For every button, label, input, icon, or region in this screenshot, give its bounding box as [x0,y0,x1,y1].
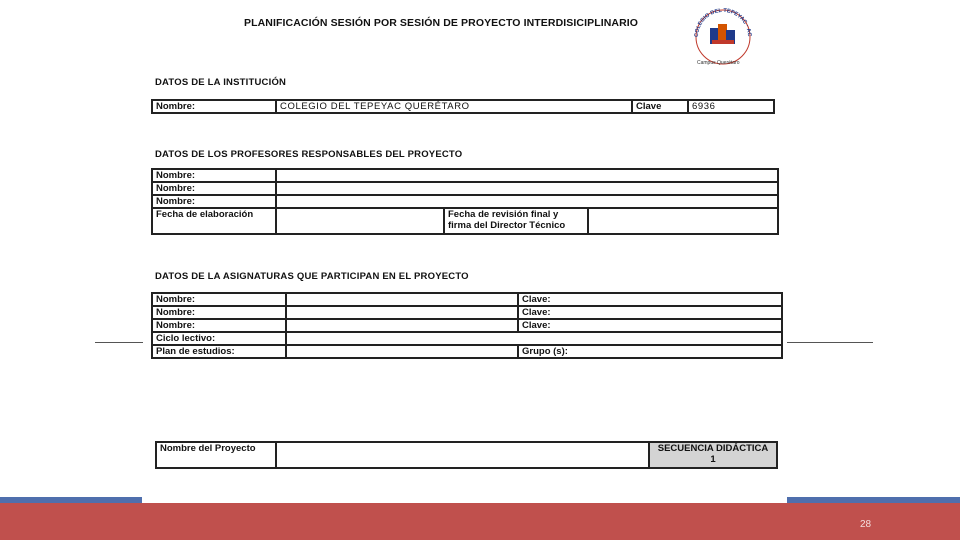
teacher-name-field[interactable] [276,169,778,182]
review-label-line2: firma del Director Técnico [448,220,566,231]
subject-name-field[interactable] [286,306,518,319]
project-name-label: Nombre del Proyecto [156,442,276,468]
subject-name-field[interactable] [286,319,518,332]
subjects-heading: DATOS DE LA ASIGNATURAS QUE PARTICIPAN EN EL PROYECTO [155,271,469,282]
institution-key-label: Clave [632,100,688,113]
teacher-name-label: Nombre: [152,182,276,195]
subject-name-label: Nombre: [152,293,286,306]
institution-table [151,99,775,114]
page-number: 28 [860,519,872,530]
cycle-field[interactable] [286,332,782,345]
teacher-name-field[interactable] [276,195,778,208]
elaboration-date-field[interactable] [276,208,444,234]
didactic-sequence-cell [649,442,777,468]
subject-key-label[interactable]: Clave: [518,306,782,319]
institution-name-value[interactable]: COLEGIO DEL TEPEYAC QUERÉTARO [276,100,632,113]
review-signature-label [445,209,588,233]
subject-key-label[interactable]: Clave: [518,293,782,306]
footer-bar [0,503,960,540]
project-table [155,441,778,469]
institution-key-value[interactable]: 6936 [688,100,774,113]
teacher-name-field[interactable] [276,182,778,195]
left-divider-line [95,342,143,343]
subject-name-field[interactable] [286,293,518,306]
logo-caption: Campus Querétaro [697,60,740,66]
institution-name-label: Nombre: [152,100,276,113]
logo-ring-text: COLEGIO DEL TEPEYAC · AC [693,7,753,38]
subject-name-label: Nombre: [152,319,286,332]
didactic-sequence-number: 1 [710,454,716,465]
plan-label: Plan de estudios: [152,345,286,358]
didactic-sequence-label: SECUENCIA DIDÁCTICA [657,443,769,454]
subject-name-label: Nombre: [152,306,286,319]
project-name-field[interactable] [276,442,649,468]
elaboration-date-label: Fecha de elaboración [152,208,276,234]
teacher-name-label: Nombre: [152,169,276,182]
plan-field[interactable] [286,345,518,358]
subjects-table [151,292,783,359]
cycle-label: Ciclo lectivo: [152,332,286,345]
right-divider-line [787,342,873,343]
review-label-line1: Fecha de revisión final y [448,209,559,220]
group-label[interactable]: Grupo (s): [518,345,782,358]
institution-heading: DATOS DE LA INSTITUCIÓN [155,77,287,88]
teachers-table [151,168,779,235]
document-title: PLANIFICACIÓN SESIÓN POR SESIÓN DE PROYECTO INTERDISICIPLINARIO [244,17,639,29]
teachers-heading: DATOS DE LOS PROFESORES RESPONSABLES DEL PROYECTO [155,149,463,160]
teacher-name-label: Nombre: [152,195,276,208]
review-signature-field[interactable] [588,209,777,233]
subject-key-label[interactable]: Clave: [518,319,782,332]
